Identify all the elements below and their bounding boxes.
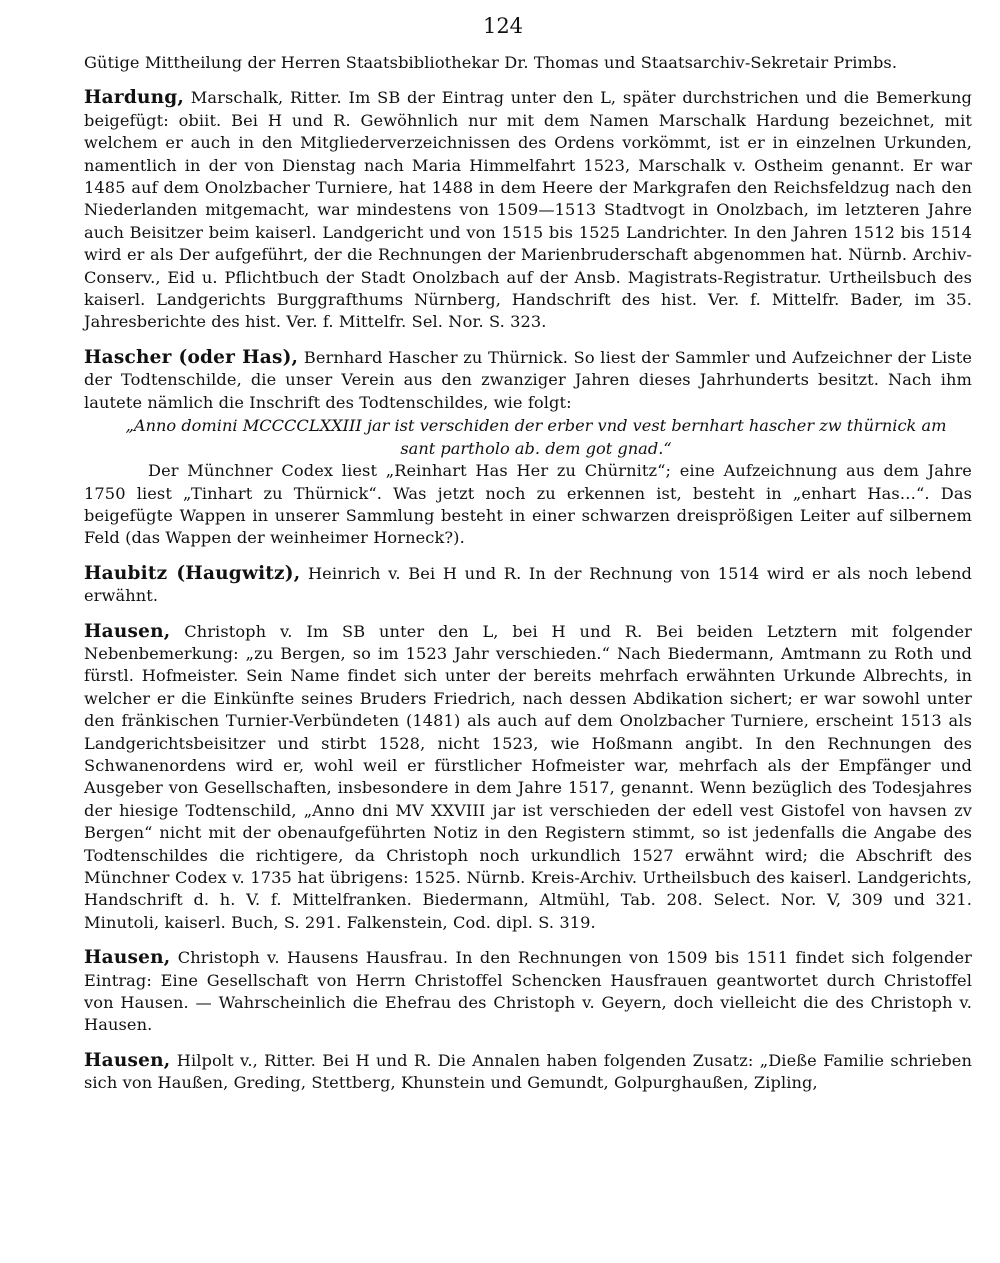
entry-heading: Hardung, bbox=[84, 87, 185, 109]
entry-hardung bbox=[84, 87, 972, 333]
entry-heading: Hausen, bbox=[84, 620, 171, 642]
entry-hausen-hilpolt bbox=[84, 1050, 972, 1095]
entry-heading: Hascher (oder Has), bbox=[84, 346, 299, 368]
entry-text: Christoph v. Im SB unter den L, bei H und R. Bei beiden Letztern mit folgender Nebenbemerkung: „zu Bergen, so im 1523 Jahr verschieden.“ Nach Biedermann, Amtmann zu Roth und fürstl. Hofmeister. Sein Name findet sich unter der bereits mehrfach erwähnten Urkunde Albrechts, in welcher er die Einkünfte seines Bruders Friedrich, nach dessen Abdikation sichert; er war sowohl unter den fränkischen Turnier-Verbündeten (1481) als auch auf dem Onolzbacher Turniere, erscheint 1513 als Landgerichtsbeisitzer und stirbt 1528, nicht 1523, wie Hoßmann angibt. In den Rechnungen des Schwanenordens wird er, wohl weil er fürstlicher Hofmeister war, mehrfach als der Empfänger und Ausgeber von Gesellschaften, insbesondere in dem Jahre 1517, genannt. Wenn bezüglich des Todesjahres der hiesige Todtenschild, „Anno dni MV XXVIII jar ist verschieden der edell vest Gistofel von havsen zv Bergen“ nicht mit der obenaufgeführten Notiz in den Registern stimmt, so ist jedenfalls die Angabe des Todtenschildes die richtigere, da Christoph noch urkundlich 1527 erwähnt wird; die Abschrift des Münchner Codex v. 1735 hat übrigens: 1525. Nürnb. Kreis-Archiv. Urtheilsbuch des kaiserl. Landgerichts, Handschrift d. h. V. f. Mittelfranken. Biedermann, Altmühl, Tab. 208. Select. Nor. V, 309 und 321. Minutoli, kaiserl. Buch, S. 291. Falkenstein, Cod. dipl. S. 319. bbox=[84, 621, 972, 932]
entry-continuation: Der Münchner Codex liest „Reinhart Has Her zu Chürnitz“; eine Aufzeichnung aus dem Jahre 1750 liest „Tinhart zu Thürnick“. Was jetzt noch zu erkennen ist, besteht in „enhart Has…“. Das beigefügte Wappen in unserer Sammlung besteht in einer schwarzen dreisprößigen Leiter auf silbernem Feld (das Wappen der weinheimer Horneck?). bbox=[84, 461, 972, 548]
entry-haubitz bbox=[84, 563, 972, 608]
entry-hausen-hausfrau bbox=[84, 947, 972, 1037]
entry-hascher bbox=[84, 347, 972, 414]
page-number: 124 bbox=[482, 14, 524, 38]
entry-heading: Haubitz (Haugwitz), bbox=[84, 562, 301, 584]
inscription-quote: „Anno domini MCCCCLXXIII jar ist verschiden der erber vnd vest bernhart hascher zw thürnick am sant partholo ab. dem got gnad.“ bbox=[125, 416, 947, 459]
entry-text: Hilpolt v., Ritter. Bei H und R. Die Annalen haben folgenden Zusatz: „Dieße Familie schrieben sich von Haußen, Greding, Stettberg, Khunstein und Gemundt, Golpurghaußen, Zipling, bbox=[84, 1050, 972, 1093]
entry-text: Marschalk, Ritter. Im SB der Eintrag unter den L, später durchstrichen und die Bemerkung beigefügt: obiit. Bei H und R. Gewöhnlich nur mit dem Namen Marschalk Hardung bezeichnet, mit welchem er auch in den Mitgliederverzeichnissen des Ordens vorkömmt, ist er in einzelnen Urkunden, namentlich in der von Dienstag nach Maria Himmelfahrt 1523, Marschalk v. Ostheim genannt. Er war 1485 auf dem Onolzbacher Turniere, hat 1488 in dem Heere der Markgrafen den Reichsfeldzug nach den Niederlanden mitgemacht, war mindestens von 1509—1513 Stadtvogt in Onolzbach, im letzteren Jahre auch Beisitzer beim kaiserl. Landgericht und von 1515 bis 1525 Landrichter. In den Jahren 1512 bis 1514 wird er als Der aufgeführt, der die Rechnungen der Marienbruderschaft abgenommen hat. Nürnb. Archiv-Conserv., Eid u. Pflichtbuch der Stadt Onolzbach auf der Ansb. Magistrats-Registratur. Urtheilsbuch des kaiserl. Landgerichts Burggrafthums Nürnberg, Handschrift des hist. Ver. f. Mittelfr. Bader, im 35. Jahresberichte des hist. Ver. f. Mittelfr. Sel. Nor. S. 323. bbox=[84, 88, 972, 332]
entry-heading: Hausen, bbox=[84, 947, 171, 969]
intro-paragraph: Gütige Mittheilung der Herren Staatsbibliothekar Dr. Thomas und Staatsarchiv-Sekretair Primbs. bbox=[84, 53, 898, 72]
entry-text: Bernhard Hascher zu Thürnick. So liest der Sammler und Aufzeichner der Liste der Todtenschilde, die unser Verein aus den zwanziger Jahren dieses Jahrhunderts besitzt. Nach ihm lautete nämlich die Inschrift des Todtenschildes, wie folgt: bbox=[84, 347, 973, 412]
entry-heading: Hausen, bbox=[84, 1049, 171, 1071]
entry-text: Heinrich v. Bei H und R. In der Rechnung von 1514 wird er als noch lebend erwähnt. bbox=[84, 563, 972, 606]
entry-hausen-christoph bbox=[84, 621, 972, 935]
entry-text: Christoph v. Hausens Hausfrau. In den Rechnungen von 1509 bis 1511 findet sich folgender Eintrag: Eine Gesellschaft von Herrn Christoffel Schencken Hausfrauen geantwortet durch Christoffel von Hausen. — Wahrscheinlich die Ehefrau des Christoph v. Geyern, doch vielleicht die des Christoph v. Hausen. bbox=[84, 948, 972, 1035]
